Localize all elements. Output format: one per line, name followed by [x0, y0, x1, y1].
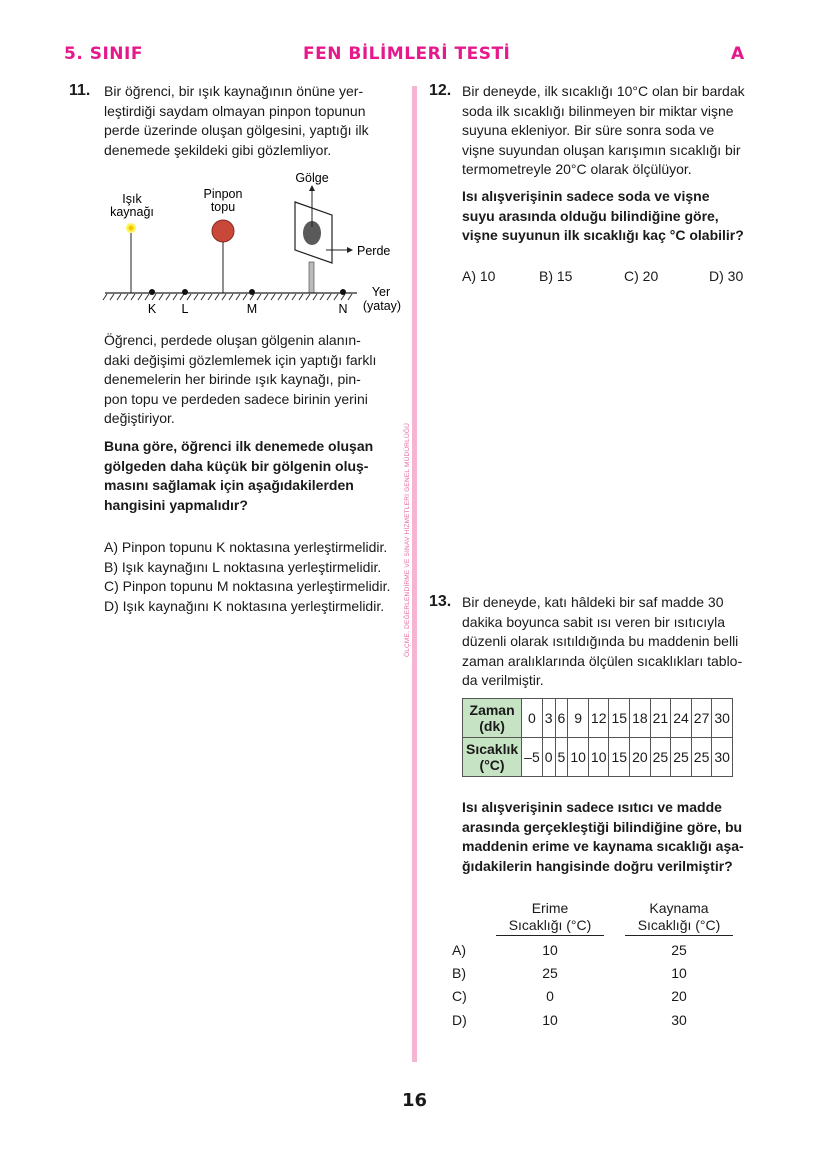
row-header-temperature: Sıcaklık (°C): [463, 738, 522, 777]
table-cell: 18: [630, 699, 651, 738]
table-cell: 20: [630, 738, 651, 777]
question-stem: [462, 798, 744, 876]
text-line: denemelerin her birinde ışık kaynağı, pin-: [104, 371, 361, 387]
page-number: 16: [402, 1090, 428, 1111]
melting-header: Erime Sıcaklığı (°C): [496, 900, 604, 936]
text-line: denemede şekildeki gibi gözlemliyor.: [104, 141, 332, 158]
boiling-header: Kaynama Sıcaklığı (°C): [625, 900, 733, 936]
table-cell: 0: [522, 699, 543, 738]
point-k-marker: [149, 289, 155, 295]
ball-label-2: topu: [210, 200, 236, 214]
grade-label: 5. SINIF: [64, 44, 143, 64]
text-line: düzenli olarak ısıtıldığında bu maddenin belli: [462, 633, 739, 649]
text-line: da verilmiştir.: [462, 672, 544, 688]
text-line: Buna göre, öğrenci ilk denemede oluşan: [104, 438, 374, 454]
table-cell: 9: [568, 699, 589, 738]
text-line: soda ilk sıcaklığı bilinmeyen bir miktar vişne: [462, 102, 734, 119]
table-cell: 24: [671, 699, 692, 738]
question-stem: [462, 187, 744, 246]
point-m-marker: [249, 289, 255, 295]
point-n-marker: [340, 289, 346, 295]
question-stem: [104, 437, 373, 515]
text-line: zaman aralıklarında ölçülen sıcaklıkları tablo-: [462, 652, 743, 669]
text-line: ğıdakilerin hangisinde doğru verilmiştir?: [462, 857, 733, 874]
question-number: 11.: [69, 82, 91, 99]
table-cell: 15: [609, 699, 630, 738]
table-row-temperature: [463, 738, 733, 777]
option-c[interactable]: C) 20: [624, 268, 659, 284]
light-source-label: Işık: [122, 192, 142, 206]
table-cell: 21: [650, 699, 671, 738]
table-cell: 25: [671, 738, 692, 777]
pingpong-ball-icon: [212, 220, 234, 242]
question-intro: [462, 82, 745, 180]
table-row-time: [463, 699, 733, 738]
temperature-table: [462, 698, 733, 777]
ground-label-2: (yatay): [362, 299, 402, 313]
shadow-label: Gölge: [295, 171, 329, 185]
point-l-label: L: [181, 302, 189, 316]
table-cell: 25: [650, 738, 671, 777]
table-cell: 25: [691, 738, 712, 777]
ball-label: Pinpon: [203, 187, 243, 201]
table-cell: 15: [609, 738, 630, 777]
text-line: daki değişimi gözlemlemek için yaptığı farklı: [104, 351, 377, 368]
screen-label: Perde: [357, 244, 391, 258]
text-line: Bir öğrenci, bir ışık kaynağının önüne yer-: [104, 83, 364, 99]
table-cell: 12: [588, 699, 609, 738]
text-line: maddenin erime ve kaynama sıcaklığı aşa-: [462, 838, 744, 854]
option-b[interactable]: B) 15: [539, 268, 573, 284]
text-line: dakika boyunca sabit ısı veren bir ısıtıcıyla: [462, 613, 726, 630]
table-cell: 5: [555, 738, 568, 777]
text-line: Bir deneyde, katı hâldeki bir saf madde 30: [462, 594, 724, 610]
option-d[interactable]: D) 30: [709, 268, 744, 284]
text-line: termometreyle 20°C olarak ölçülüyor.: [462, 161, 692, 177]
text-line: suyuna ekleniyor. Bir süre sonra soda ve: [462, 122, 715, 138]
question-intro: [104, 82, 369, 160]
question-number: 13.: [429, 593, 452, 610]
question-number: 12.: [429, 82, 452, 99]
point-k-label: K: [147, 302, 157, 316]
table-cell: 10: [588, 738, 609, 777]
test-title: FEN BİLİMLERİ TESTİ: [303, 44, 511, 64]
text-line: hangisini yapmalıdır?: [104, 496, 248, 513]
table-cell: 0: [542, 738, 555, 777]
text-line: suyu arasında olduğu bilindiğine göre,: [462, 207, 719, 224]
text-line: leştirdiği saydam olmayan pinpon topunun: [104, 102, 366, 119]
table-cell: 6: [555, 699, 568, 738]
table-cell: 3: [542, 699, 555, 738]
table-cell: 30: [712, 699, 733, 738]
option-b[interactable]: B) Işık kaynağını L noktasına yerleştirmelidir.: [104, 558, 382, 575]
booklet-letter: A: [731, 44, 745, 64]
shadow-experiment-figure: [95, 165, 415, 320]
table-cell: 10: [568, 738, 589, 777]
text-line: değiştiriyor.: [104, 410, 175, 426]
text-line: Isı alışverişinin sadece soda ve vişne: [462, 188, 710, 204]
point-l-marker: [182, 289, 188, 295]
text-line: gölgeden daha küçük bir gölgenin oluş-: [104, 457, 369, 474]
text-line: vişne suyunun ilk sıcaklığı kaç °C olabilir?: [462, 227, 744, 243]
text-line: masını sağlamak için aşağıdakilerden: [104, 477, 354, 493]
text-line: Öğrenci, perdede oluşan gölgenin alanın-: [104, 332, 361, 348]
question-intro: [462, 593, 742, 691]
question-body: [104, 331, 376, 429]
text-line: arasında gerçekleştiği bilindiğine göre, bu: [462, 818, 743, 835]
option-a[interactable]: A) Pinpon topunu K noktasına yerleştirmelidir.: [104, 539, 388, 555]
text-line: perde üzerinde oluşan gölgesini, yaptığı ilk: [104, 122, 369, 138]
ground-label: Yer: [371, 285, 391, 299]
table-cell: 30: [712, 738, 733, 777]
text-line: Isı alışverişinin sadece ısıtıcı ve madde: [462, 799, 722, 815]
option-d[interactable]: D) Işık kaynağını K noktasına yerleştirmelidir.: [104, 597, 385, 614]
point-m-label: M: [246, 302, 258, 316]
option-c[interactable]: C) Pinpon topunu M noktasına yerleştirmelidir.: [104, 578, 391, 594]
light-source-label-2: kaynağı: [110, 205, 154, 219]
point-n-label: N: [338, 302, 348, 316]
text-line: pon topu ve perdeden sadece birinin yerini: [104, 390, 368, 407]
table-cell: 27: [691, 699, 712, 738]
table-cell: –5: [522, 738, 543, 777]
text-line: Bir deneyde, ilk sıcaklığı 10°C olan bir bardak: [462, 83, 745, 99]
option-a[interactable]: A) 10: [462, 268, 496, 284]
side-publisher-text: ÖLÇME, DEĞERLENDİRME VE SINAV HİZMETLERİ GENEL MÜDÜRLÜĞÜ: [404, 390, 411, 690]
text-line: vişne suyundan oluşan karışımın sıcaklığı bir: [462, 141, 741, 158]
answer-options: [104, 538, 390, 616]
row-header-time: Zaman (dk): [463, 699, 522, 738]
